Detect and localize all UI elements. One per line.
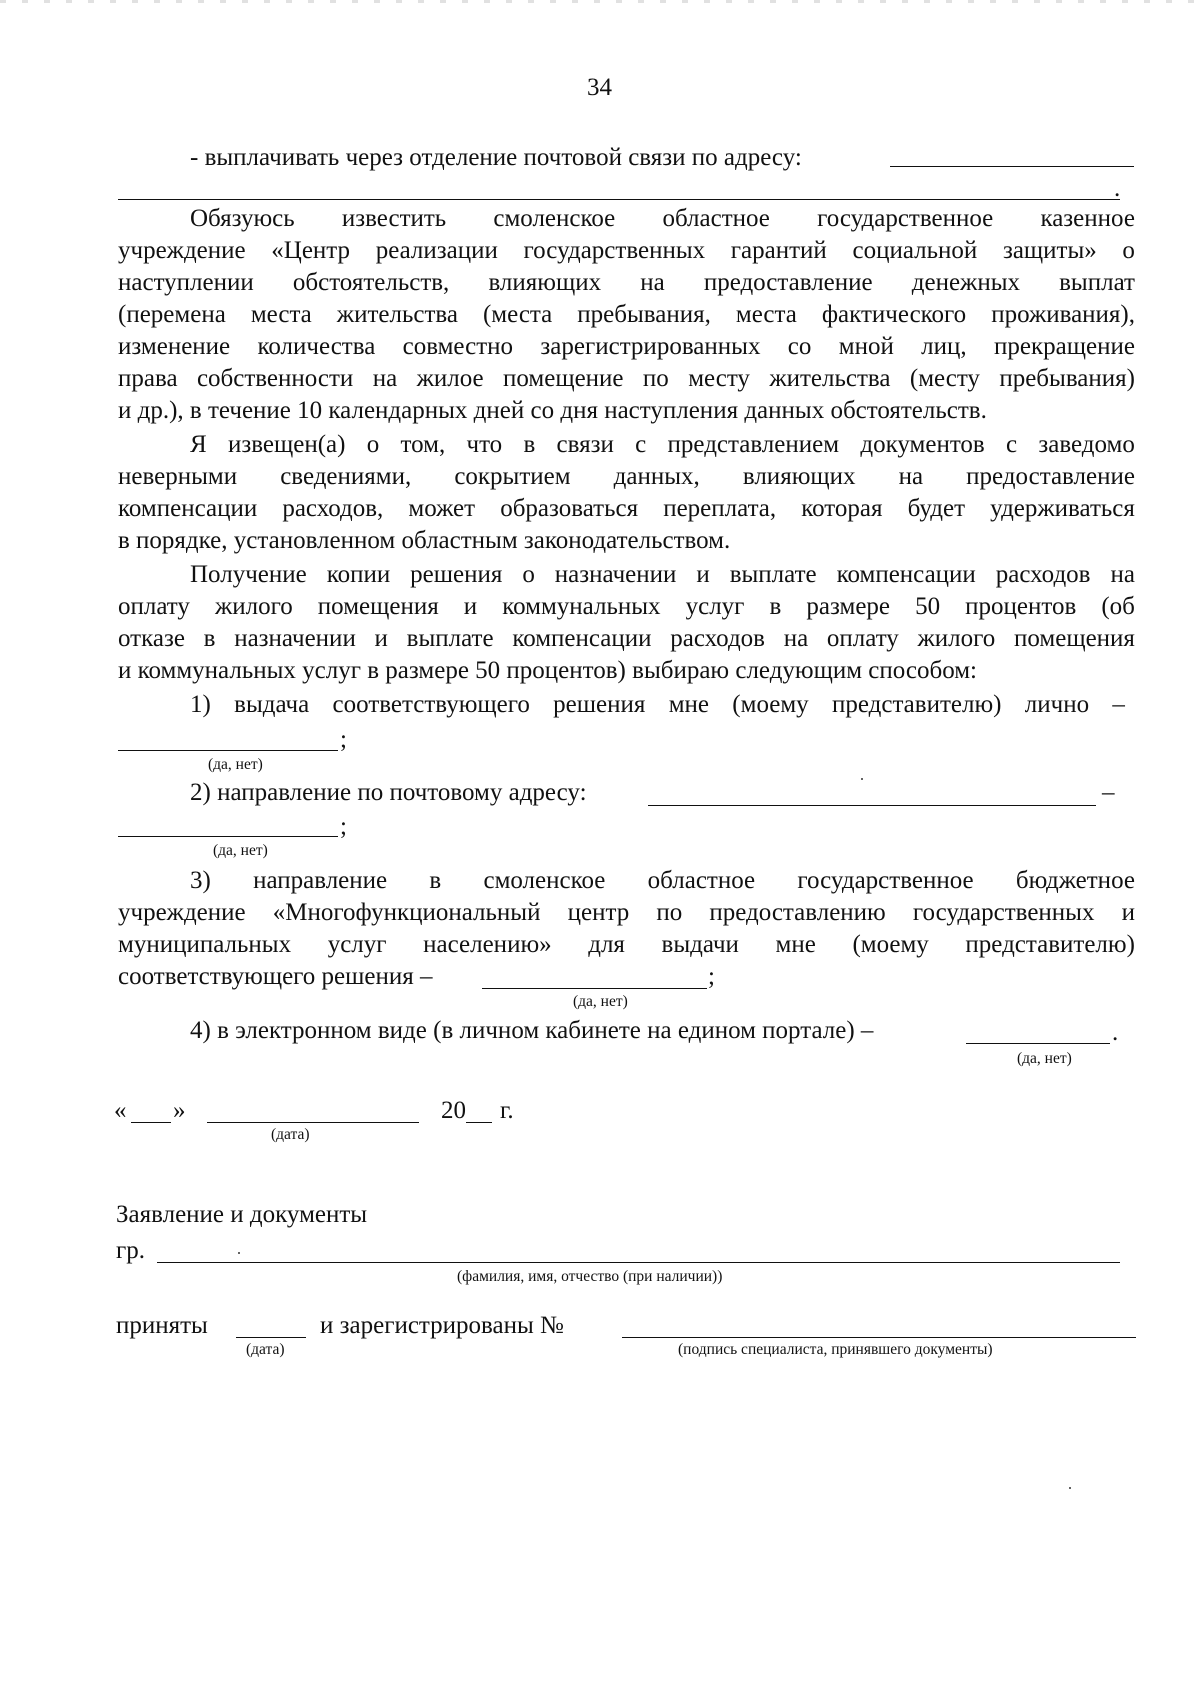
word: 50 [915, 593, 941, 620]
page-number: 34 [587, 74, 612, 101]
word: областное [662, 205, 770, 232]
word: собственности [196, 365, 354, 392]
word: компенсации [118, 495, 258, 522]
word: прекращение [994, 333, 1135, 360]
option-3-last-line: соответствующего решения – [118, 963, 433, 990]
word: и [463, 593, 478, 620]
date-month-blank[interactable] [207, 1122, 419, 1123]
word: фактического [821, 301, 967, 328]
option-3-hint: (да, нет) [573, 993, 628, 1010]
word: государственное [797, 867, 974, 894]
text-line [118, 494, 1135, 524]
text-line-last: в порядке, установленном областным законодательством. [118, 527, 731, 554]
word: «Центр [271, 237, 351, 264]
text-line [190, 204, 1135, 234]
word: помещения [317, 593, 439, 620]
address-blank-2 [118, 199, 1120, 200]
word: соответствующего [332, 691, 530, 718]
word: (моему [852, 931, 929, 958]
word: бюджетное [1015, 867, 1135, 894]
word: мне [668, 691, 709, 718]
word: о [522, 561, 535, 588]
word: влияющих [488, 269, 602, 296]
text-line [118, 332, 1135, 362]
option-1-text [190, 690, 1125, 720]
word: 1) [190, 691, 211, 718]
word: и [696, 561, 710, 588]
citizen-prefix: гр. [116, 1237, 146, 1264]
date-day-blank[interactable] [131, 1122, 171, 1123]
word: лично [1024, 691, 1090, 718]
word: представлением [667, 431, 840, 458]
word: помещения [1014, 625, 1135, 652]
text-line [118, 268, 1135, 298]
text-line [118, 930, 1135, 960]
word: со [787, 333, 812, 360]
word: (перемена [118, 301, 226, 328]
word: переплата, [663, 495, 777, 522]
word: копии [326, 561, 391, 588]
date-year-blank[interactable] [466, 1122, 492, 1123]
accepted-date-blank[interactable] [236, 1337, 306, 1338]
word: Получение [190, 561, 307, 588]
postal-payout-line: - выплачивать через отделение почтовой связи по адресу: [190, 144, 802, 171]
word: на [783, 625, 809, 652]
word: помещение [503, 365, 624, 392]
word: места [250, 301, 312, 328]
word: заведомо [1038, 431, 1135, 458]
option-2-answer-blank[interactable] [118, 836, 338, 837]
word: сокрытием [454, 463, 571, 490]
word: расходов [670, 625, 765, 652]
word: которая [801, 495, 883, 522]
word: лиц, [921, 333, 967, 360]
text-line [118, 462, 1135, 492]
word: мной [838, 333, 894, 360]
text-line [118, 300, 1135, 330]
date-year-suffix: г. [500, 1097, 514, 1124]
option-4-period: . [1112, 1019, 1119, 1046]
word: представителю) [831, 691, 1002, 718]
option-4-answer-blank[interactable] [966, 1043, 1110, 1044]
option-2-address-blank[interactable] [648, 805, 1096, 806]
text-line [118, 236, 1135, 266]
word: том, [400, 431, 446, 458]
word: данных, [613, 463, 700, 490]
word: сведениями, [280, 463, 412, 490]
word: образоваться [500, 495, 639, 522]
word: предоставление [703, 269, 873, 296]
word: с [635, 431, 647, 458]
word: неверными [118, 463, 238, 490]
word: услуг [685, 593, 745, 620]
scan-artifact-top [0, 0, 1200, 3]
date-year-prefix: 20 [441, 1097, 466, 1124]
word: зарегистрированных [540, 333, 761, 360]
word: государственное [817, 205, 994, 232]
option-4-hint: (да, нет) [1017, 1050, 1072, 1067]
word: может [408, 495, 476, 522]
word: выдачи [661, 931, 739, 958]
date-close-quote: » [173, 1097, 186, 1124]
accepted-label: приняты [116, 1312, 208, 1339]
option-2-semicolon: ; [340, 813, 347, 840]
word: смоленское [483, 867, 606, 894]
word: выплате [406, 625, 494, 652]
word: месту [688, 365, 750, 392]
signature-hint: (подпись специалиста, принявшего документы) [678, 1341, 993, 1358]
word: количества [257, 333, 376, 360]
word: коммунальных [502, 593, 661, 620]
registered-label: и зарегистрированы № [320, 1312, 564, 1339]
word: казенное [1040, 205, 1135, 232]
word: реализации [375, 237, 498, 264]
word: права [118, 365, 178, 392]
word: расходов [995, 561, 1091, 588]
word: смоленское [493, 205, 616, 232]
word: денежных [911, 269, 1020, 296]
word: известить [341, 205, 447, 232]
word: учреждение [118, 899, 246, 926]
word: выплат [1059, 269, 1135, 296]
scan-speck [861, 778, 863, 780]
option-2-line: 2) направление по почтовому адресу: [190, 779, 587, 806]
text-line [118, 364, 1135, 394]
word: о [366, 431, 380, 458]
word: в [203, 625, 216, 652]
word: – [1112, 691, 1125, 718]
signature-blank[interactable] [622, 1337, 1136, 1338]
option-1-hint: (да, нет) [208, 756, 263, 773]
word: совместно [402, 333, 514, 360]
word: представителю) [965, 931, 1135, 958]
word: по [642, 365, 669, 392]
text-line [118, 898, 1135, 928]
word: пребывания, [577, 301, 711, 328]
word: расходов, [282, 495, 384, 522]
word: «Многофункциональный [272, 899, 541, 926]
word: (об [1101, 593, 1135, 620]
address-blank-dot: . [1114, 175, 1121, 202]
word: мне [775, 931, 816, 958]
word: размере [806, 593, 891, 620]
word: что [466, 431, 503, 458]
word: изменение [118, 333, 231, 360]
scan-speck [238, 1252, 240, 1254]
word: на [640, 269, 665, 296]
citizen-name-blank[interactable] [157, 1262, 1120, 1263]
word: государственных [523, 237, 706, 264]
word: жилого [917, 625, 996, 652]
date-open-quote: « [114, 1097, 127, 1124]
word: решения [410, 561, 503, 588]
word: социальной [852, 237, 978, 264]
option-3-semicolon: ; [708, 963, 715, 990]
word: процентов [965, 593, 1077, 620]
word: муниципальных [118, 931, 292, 958]
text-line [190, 866, 1135, 896]
word: на [898, 463, 924, 490]
word: компенсации [836, 561, 976, 588]
word: жилое [416, 365, 484, 392]
word: направление [253, 867, 388, 894]
word: о [1122, 237, 1135, 264]
word: решения [553, 691, 646, 718]
word: пребывания) [999, 365, 1135, 392]
word: центр [567, 899, 630, 926]
accepted-date-hint: (дата) [246, 1341, 285, 1358]
word: областное [647, 867, 756, 894]
word: назначении [234, 625, 356, 652]
word: и [374, 625, 388, 652]
word: жительства [336, 301, 458, 328]
word: в [523, 431, 536, 458]
word: предоставлению [709, 899, 886, 926]
word: оплату [118, 593, 190, 620]
word: услуг [327, 931, 387, 958]
text-line [118, 592, 1135, 622]
text-line [118, 624, 1135, 654]
word: обстоятельств, [292, 269, 450, 296]
word: влияющих [742, 463, 856, 490]
date-hint: (дата) [271, 1126, 310, 1143]
option-1-answer-blank[interactable] [118, 750, 338, 751]
word: (места [482, 301, 553, 328]
word: на [372, 365, 398, 392]
text-line [190, 560, 1135, 590]
text-line [190, 430, 1135, 460]
footer-title: Заявление и документы [116, 1201, 368, 1228]
word: жительства [769, 365, 891, 392]
word: защиты» [1002, 237, 1097, 264]
option-3-answer-blank[interactable] [482, 988, 707, 989]
word: проживания), [991, 301, 1135, 328]
word: на [1110, 561, 1135, 588]
word: удерживаться [990, 495, 1135, 522]
word: оплату [826, 625, 899, 652]
option-2-dash: – [1102, 779, 1115, 806]
word: компенсации [512, 625, 652, 652]
word: (моему [732, 691, 809, 718]
scan-speck [1069, 1487, 1071, 1489]
word: связи [556, 431, 614, 458]
option-1-semicolon: ; [340, 726, 347, 753]
word: жилого [214, 593, 293, 620]
word: государственных [912, 899, 1095, 926]
word: Я [190, 431, 207, 458]
citizen-name-hint: (фамилия, имя, отчество (при наличии)) [457, 1268, 723, 1285]
word: отказе [118, 625, 185, 652]
word: будет [907, 495, 966, 522]
text-line-last: и коммунальных услуг в размере 50 процентов) выбираю следующим способом: [118, 657, 977, 684]
word: (месту [909, 365, 980, 392]
word: по [656, 899, 683, 926]
word: извещен(а) [227, 431, 346, 458]
word: выплате [729, 561, 817, 588]
word: гарантий [730, 237, 827, 264]
word: наступлении [118, 269, 254, 296]
option-4-line: 4) в электронном виде (в личном кабинете на едином портале) – [190, 1017, 874, 1044]
word: назначении [554, 561, 677, 588]
address-blank-1 [890, 166, 1134, 167]
word: в [769, 593, 782, 620]
word: 3) [190, 867, 211, 894]
word: предоставление [966, 463, 1135, 490]
word: учреждение [118, 237, 246, 264]
word: выдача [234, 691, 310, 718]
word: документов [860, 431, 985, 458]
word: и [1121, 899, 1135, 926]
option-2-hint: (да, нет) [213, 842, 268, 859]
word: Обязуюсь [190, 205, 295, 232]
word: для [588, 931, 625, 958]
word: населению» [423, 931, 552, 958]
word: в [429, 867, 442, 894]
word: места [735, 301, 797, 328]
word: с [1006, 431, 1018, 458]
text-line-last: и др.), в течение 10 календарных дней со дня наступления данных обстоятельств. [118, 397, 987, 424]
